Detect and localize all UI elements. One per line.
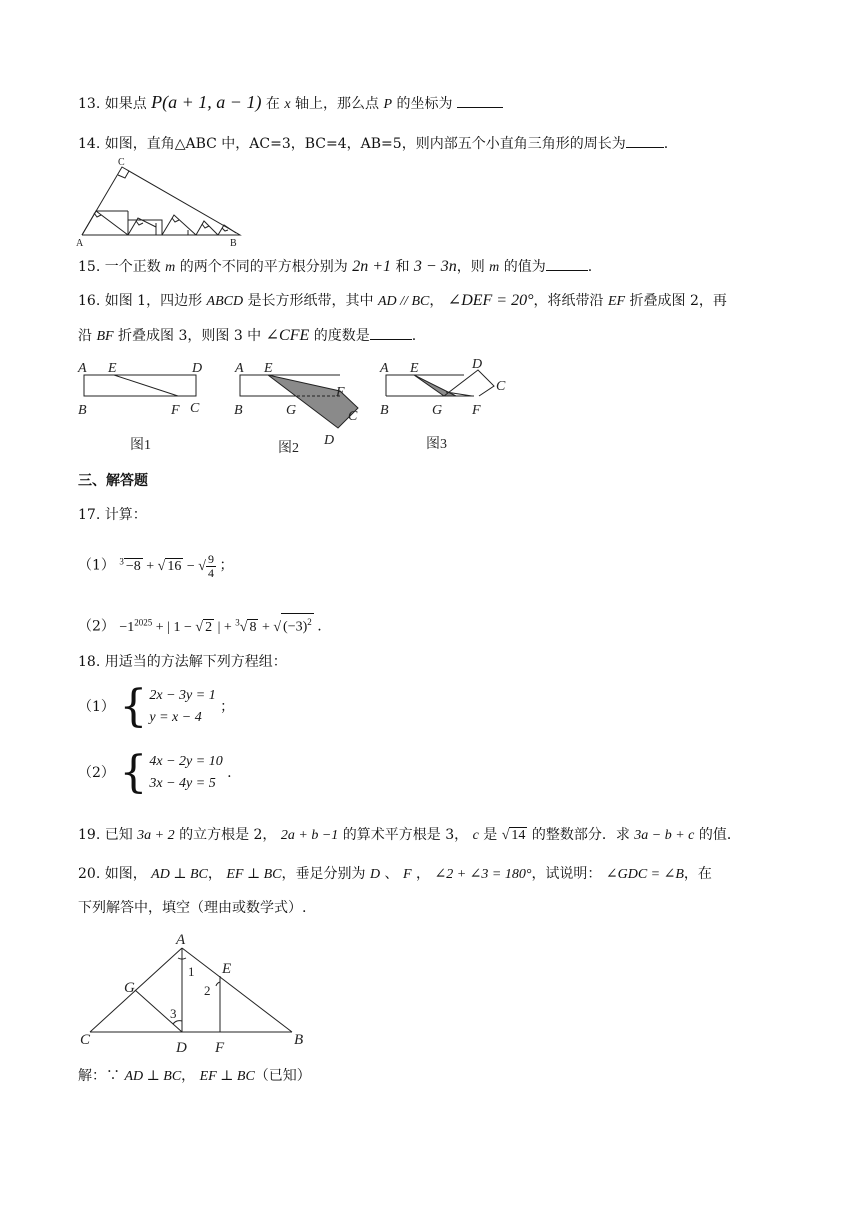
q13-number: 13. 如果点 [78, 96, 147, 112]
q19-text-b: 的立方根是 2， [179, 827, 277, 843]
q17-p2-expression: $-1^{2025}$ + | 1 − √ 2 | + $^3$√ 8 + √ $(-3)^2$ [119, 620, 317, 635]
q17-p2-end: . [317, 618, 322, 635]
q19-sqrt14: √ 14 [501, 828, 526, 843]
q17-p2-label: （2） [78, 618, 115, 635]
fig3-label-a: A [380, 361, 389, 376]
q14-end: . [663, 136, 669, 152]
q19-text-a: 19. 已知 [78, 827, 133, 843]
fig2-label-f: F [336, 385, 345, 400]
fig2-label-b: B [234, 403, 243, 418]
q20-label-f: F [215, 1040, 225, 1056]
q20-label-c: C [80, 1032, 91, 1048]
question-18-part-1 [78, 681, 790, 732]
fig1-label-c: C [190, 401, 200, 416]
q13-point: P(a + 1, a − 1) [151, 92, 262, 112]
fig1-label-b: B [78, 403, 87, 418]
fig1-label-d: D [192, 361, 203, 376]
solution-text-b: ， [181, 1068, 196, 1084]
fig1-label-a: A [78, 361, 87, 376]
q18-p1-eq2: y = x − 4 [149, 710, 202, 725]
q15-and: 和 [395, 259, 410, 275]
question-14 [78, 133, 790, 154]
q16-text-b: 是长方形纸带，其中 [247, 293, 374, 309]
fig3-label-e: E [410, 361, 419, 376]
q20-goal: ∠GDC = ∠B [605, 867, 684, 882]
q19-text-e: 的整数部分．求 [531, 827, 630, 843]
q15-text-mid: 的两个不同的平方根分别为 [179, 259, 348, 275]
fig3-caption: 图3 [426, 437, 447, 452]
q19-expr-1: 3a + 2 [137, 828, 175, 843]
q18-p2-label: （2） [78, 765, 115, 781]
q16-answer-blank[interactable] [370, 325, 412, 340]
fig1-caption: 图1 [130, 438, 151, 453]
q20-label-d: D [176, 1040, 187, 1056]
question-17-part-1 [78, 544, 790, 584]
question-16-line-2 [78, 325, 790, 347]
q16-end: . [411, 328, 417, 344]
q20-triangle-figure [80, 928, 320, 1058]
q15-answer-blank[interactable] [546, 256, 588, 271]
q15-m2: m [489, 260, 500, 275]
q20-text-b: ， [207, 866, 222, 882]
q19-expr-3: 3a − b + c [634, 828, 695, 843]
q20-angle-1: 1 [188, 964, 195, 979]
q16-text-a: 16. 如图 1，四边形 [78, 293, 203, 309]
q19-text-c: 的算术平方根是 3， [342, 827, 469, 843]
q20-ef-perp: EF ⊥ BC [226, 867, 282, 882]
q18-p1-eq1: 2x − 3y = 1 [149, 688, 216, 703]
q17-p1-end: ； [219, 557, 234, 574]
q20-angle-2: 2 [204, 983, 211, 998]
figure-2 [234, 361, 358, 448]
q15-expr-1: 2n +1 [352, 258, 391, 275]
q13-text-after: 轴上，那么点 [295, 96, 380, 112]
q13-axis: x [284, 97, 291, 112]
q20-text-c: ，垂足分别为 [281, 866, 366, 882]
q15-number: 15. 一个正数 [78, 259, 161, 275]
q15-text-mid2: ，则 [456, 259, 485, 275]
question-20-line-2: 下列解答中，填空（理由或数学式）. [78, 900, 307, 916]
q16-text-h: 的度数是 [313, 328, 370, 344]
q19-text-f: 的值． [698, 827, 741, 843]
q17-p1-expression: $^3$ −8 + √ 16 − √ $\frac{9}{4}$ [119, 551, 214, 580]
q18-p1-end: ； [220, 699, 235, 715]
q16-angle: ∠DEF = 20° [447, 292, 534, 309]
q20-text-g: ，在 [683, 866, 712, 882]
solution-ef-perp: EF ⊥ BC [199, 1069, 255, 1084]
figure-3 [379, 357, 506, 418]
q20-text-d: 、 [384, 866, 399, 882]
q15-m: m [165, 260, 176, 275]
q16-ef: EF [607, 294, 626, 309]
q14-label-a: A [76, 238, 84, 249]
q20-label-a: A [176, 932, 186, 948]
solution-text-a: 解：∵ [78, 1068, 120, 1084]
fig2-label-g: G [286, 403, 297, 418]
solution-line [78, 1066, 790, 1087]
figure-1 [77, 361, 202, 418]
q20-ad-perp: AD ⊥ BC [151, 867, 208, 882]
solution-text-c: （已知） [254, 1068, 311, 1084]
q18-p2-system: { 4x − 2y = 10 3x − 4y = 5 [119, 747, 223, 798]
q18-p1-system: { 2x − 3y = 1 y = x − 4 [119, 681, 216, 732]
q16-abcd: ABCD [206, 294, 244, 309]
q18-p2-end: . [227, 765, 232, 781]
q18-p1-label: （1） [78, 699, 115, 715]
question-19 [78, 825, 790, 846]
fig1-label-e: E [108, 361, 117, 376]
question-13 [78, 92, 790, 115]
q13-text-tail: 的坐标为 [396, 96, 453, 112]
question-17-part-2 [78, 608, 790, 642]
q16-bf: BF [96, 329, 114, 344]
solution-ad-perp: AD ⊥ BC [124, 1069, 182, 1084]
q13-answer-blank[interactable] [457, 93, 503, 108]
question-18-title: 18. 用适当的方法解下列方程组： [78, 654, 287, 670]
q13-p: P [383, 97, 393, 112]
q14-label-b: B [230, 238, 237, 249]
q18-p2-eq2: 3x − 4y = 5 [149, 776, 216, 791]
q19-text-d: 是 [483, 827, 498, 843]
section-heading: 三、解答题 [78, 473, 148, 489]
q19-c: c [472, 828, 479, 843]
fig2-label-a: A [235, 361, 244, 376]
q20-label-e: E [222, 961, 232, 977]
fig2-label-d: D [324, 433, 335, 448]
fig3-label-d: D [472, 357, 483, 372]
q16-text-e: 折叠成图 2，再 [629, 293, 727, 309]
q16-text-c: ， [429, 293, 444, 309]
fig3-label-b: B [380, 403, 389, 418]
q14-right-triangle-figure [76, 155, 246, 250]
q14-answer-blank[interactable] [626, 133, 664, 148]
question-17-title: 17. 计算： [78, 507, 147, 523]
fig2-caption: 图2 [278, 441, 299, 456]
q20-f: F [403, 867, 412, 882]
question-16-line-1 [78, 291, 790, 312]
q17-p1-label: （1） [78, 557, 115, 574]
question-18-part-2 [78, 747, 790, 798]
question-20-line-1 [78, 864, 790, 885]
q15-expr-2: 3 − 3n [413, 258, 457, 275]
q14-text: 14. 如图，直角△ABC 中，AC=3，BC=4，AB=5，则内部五个小直角三角形的周长为 [78, 136, 626, 152]
q20-d: D [369, 867, 381, 882]
q20-label-g: G [124, 980, 135, 996]
q16-cfe: ∠CFE [265, 327, 310, 344]
q18-p2-eq1: 4x − 2y = 10 [149, 754, 223, 769]
q16-text-f: 沿 [78, 328, 92, 344]
fig1-label-f: F [171, 403, 180, 418]
q20-text-e: ， [416, 866, 431, 882]
q13-text-mid: 在 [265, 96, 280, 112]
q15-end: . [587, 259, 593, 275]
q16-figures [74, 352, 544, 462]
fig3-label-c: C [496, 379, 506, 394]
fig3-label-f: F [472, 403, 481, 418]
q20-angle-3: 3 [170, 1006, 177, 1021]
q16-text-g: 折叠成图 3，则图 3 中 [118, 328, 262, 344]
question-15 [78, 256, 790, 278]
fig2-label-e: E [264, 361, 273, 376]
q14-label-c: C [118, 157, 125, 168]
fig2-label-c: C [348, 409, 358, 424]
q20-text-f: ，试说明： [531, 866, 602, 882]
fig3-label-g: G [432, 403, 443, 418]
q19-expr-2: 2a + b −1 [280, 828, 339, 843]
q20-text-a: 20. 如图， [78, 866, 147, 882]
q20-label-b: B [294, 1032, 304, 1048]
q20-angles: ∠2 + ∠3 = 180° [434, 867, 532, 882]
q16-text-d: ，将纸带沿 [533, 293, 604, 309]
q15-text-tail: 的值为 [503, 259, 546, 275]
q16-parallel: AD // BC [378, 294, 430, 309]
